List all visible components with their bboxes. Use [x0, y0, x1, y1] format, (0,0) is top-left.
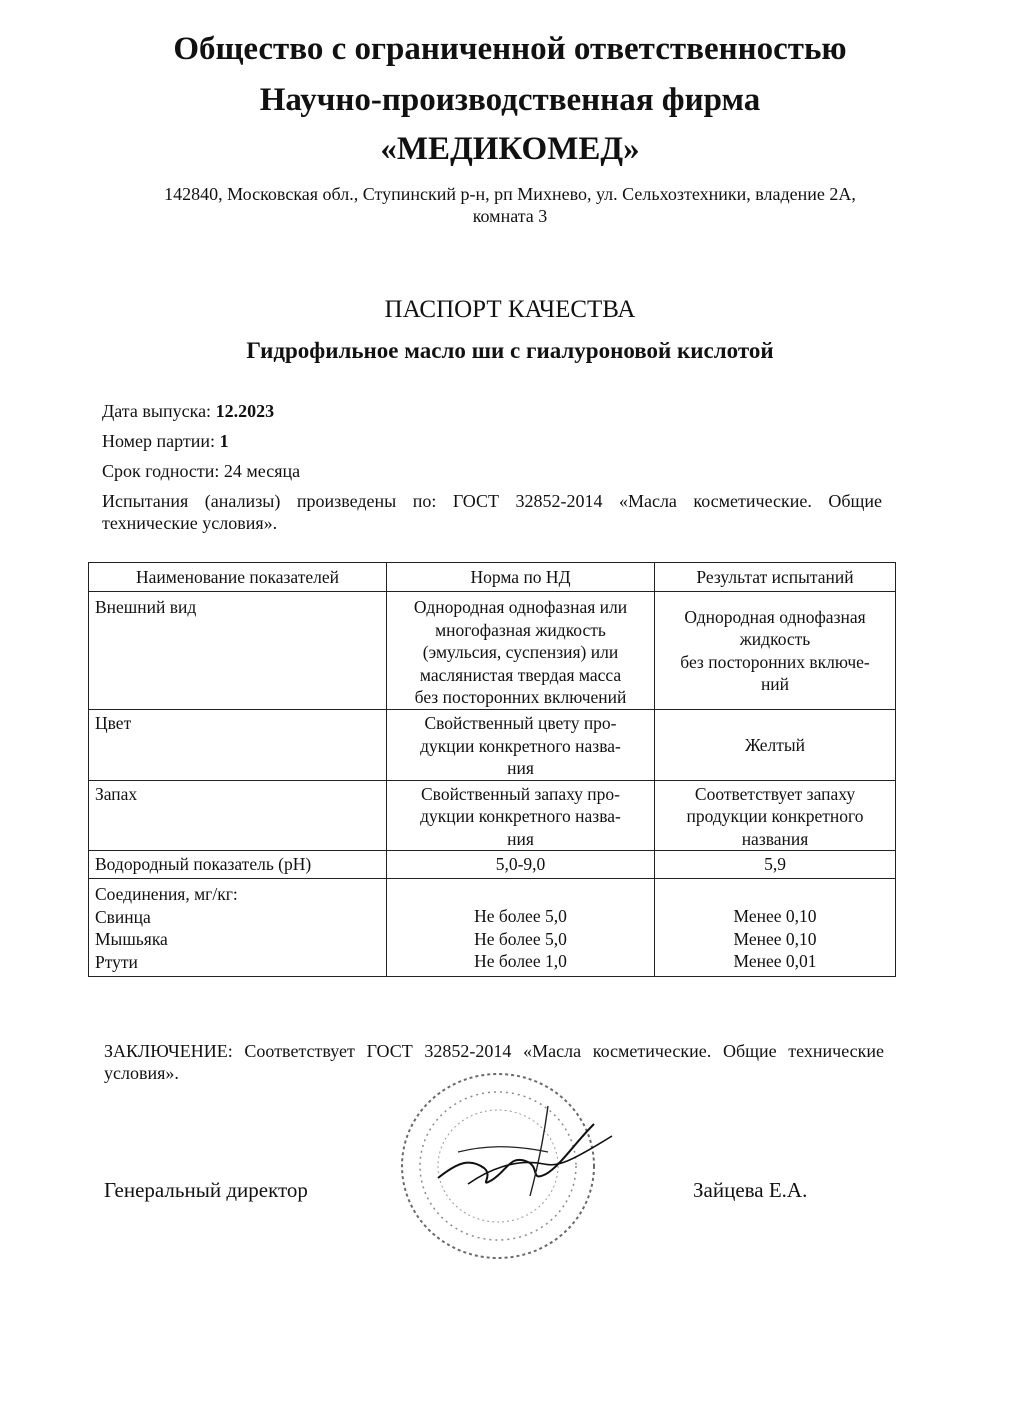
compound-norm: Не более 5,0: [474, 928, 567, 949]
compound-result: Менее 0,01: [733, 951, 817, 971]
result-line: названия: [741, 828, 809, 849]
signatory-role: Генеральный директор: [104, 1178, 308, 1202]
indicator-ph: Водородный показатель (pH): [89, 851, 387, 879]
result-line: Однородная однофазная: [684, 606, 866, 627]
norm-line: без посторонних включений: [414, 687, 627, 707]
result-color: Желтый: [655, 710, 896, 781]
result-compounds: [655, 879, 896, 977]
result-smell: [655, 780, 896, 851]
result-appearance: [655, 592, 896, 710]
batch-number: [102, 430, 229, 452]
compounds-label: Соединения, мг/кг:: [95, 884, 238, 904]
org-name-line2: Научно-производственная фирма: [259, 82, 761, 118]
norm-line: Свойственный цвету про-: [424, 713, 617, 733]
norm-compounds: [387, 879, 655, 977]
table-row-smell: [89, 780, 896, 851]
result-line: продукции конкретного: [686, 806, 864, 826]
compound-result: Менее 0,10: [733, 928, 817, 949]
result-line: жидкость: [739, 629, 811, 649]
norm-line: многофазная жидкость: [435, 619, 606, 640]
norm-line: дукции конкретного назва-: [420, 735, 621, 756]
indicator-compounds: [89, 879, 387, 977]
batch-label: Номер партии:: [102, 431, 220, 451]
compound-norm: Не более 5,0: [474, 906, 567, 926]
norm-ph: 5,0-9,0: [387, 851, 655, 879]
address-line2: комната 3: [472, 206, 548, 226]
norm-line: дукции конкретного назва-: [420, 806, 621, 826]
compound-norm: Не более 1,0: [474, 951, 567, 971]
table-row-compounds: [89, 879, 896, 977]
norm-line: ния: [507, 828, 534, 849]
compound-result: Менее 0,10: [733, 906, 817, 926]
norm-line: (эмульсия, суспензия) или: [422, 642, 619, 662]
result-line: Соответствует запаху: [694, 783, 856, 804]
issue-date-label: Дата выпуска:: [102, 401, 216, 421]
quality-table: [88, 562, 896, 977]
compound-name: Свинца: [95, 906, 151, 927]
compound-name: Мышьяка: [95, 929, 168, 949]
result-line: без посторонних включе-: [680, 651, 870, 672]
header-norm: Норма по НД: [387, 563, 655, 592]
indicator-appearance: Внешний вид: [89, 592, 387, 710]
tests-standard: Испытания (анализы) произведены по: ГОСТ 32852-2014 «Масла косметические. Общие технические условия».: [102, 491, 882, 533]
result-line: ний: [760, 674, 790, 694]
norm-line: Однородная однофазная или: [413, 597, 628, 617]
indicator-smell: Запах: [89, 780, 387, 851]
header-indicator: Наименование показателей: [89, 563, 387, 592]
result-ph: 5,9: [655, 851, 896, 879]
table-header-row: [89, 563, 896, 592]
table-row-appearance: [89, 592, 896, 710]
header-result: Результат испытаний: [655, 563, 896, 592]
document-title: ПАСПОРТ КАЧЕСТВА: [384, 296, 636, 323]
address-line1: 142840, Московская обл., Ступинский р-н, рп Михнево, ул. Сельхозтехники, владение 2А,: [164, 184, 856, 204]
issue-date-value: 12.2023: [215, 401, 275, 421]
product-name: Гидрофильное масло ши с гиалуроновой кислотой: [246, 338, 774, 363]
org-name-line3: «МЕДИКОМЕД»: [380, 131, 640, 167]
norm-appearance: [387, 592, 655, 710]
norm-color: [387, 710, 655, 781]
indicator-color: Цвет: [89, 710, 387, 781]
norm-line: маслянистая твердая масса: [419, 664, 622, 685]
norm-line: Свойственный запаху про-: [421, 783, 620, 804]
shelf-life: Срок годности: 24 месяца: [102, 461, 301, 481]
norm-line: ния: [507, 758, 534, 778]
signatory-name: Зайцева Е.А.: [693, 1178, 808, 1202]
compound-name: Ртути: [95, 951, 138, 972]
issue-date: [102, 400, 274, 422]
conclusion: ЗАКЛЮЧЕНИЕ: Соответствует ГОСТ 32852-2014 «Масла косметические. Общие технические условия».: [104, 1041, 884, 1083]
table-row-color: [89, 710, 896, 781]
norm-smell: [387, 780, 655, 851]
round-seal-with-signature-icon: [398, 1066, 628, 1271]
table-row-ph: [89, 851, 896, 879]
org-name-line1: Общество с ограниченной ответственностью: [173, 31, 847, 67]
batch-value: 1: [219, 431, 229, 451]
